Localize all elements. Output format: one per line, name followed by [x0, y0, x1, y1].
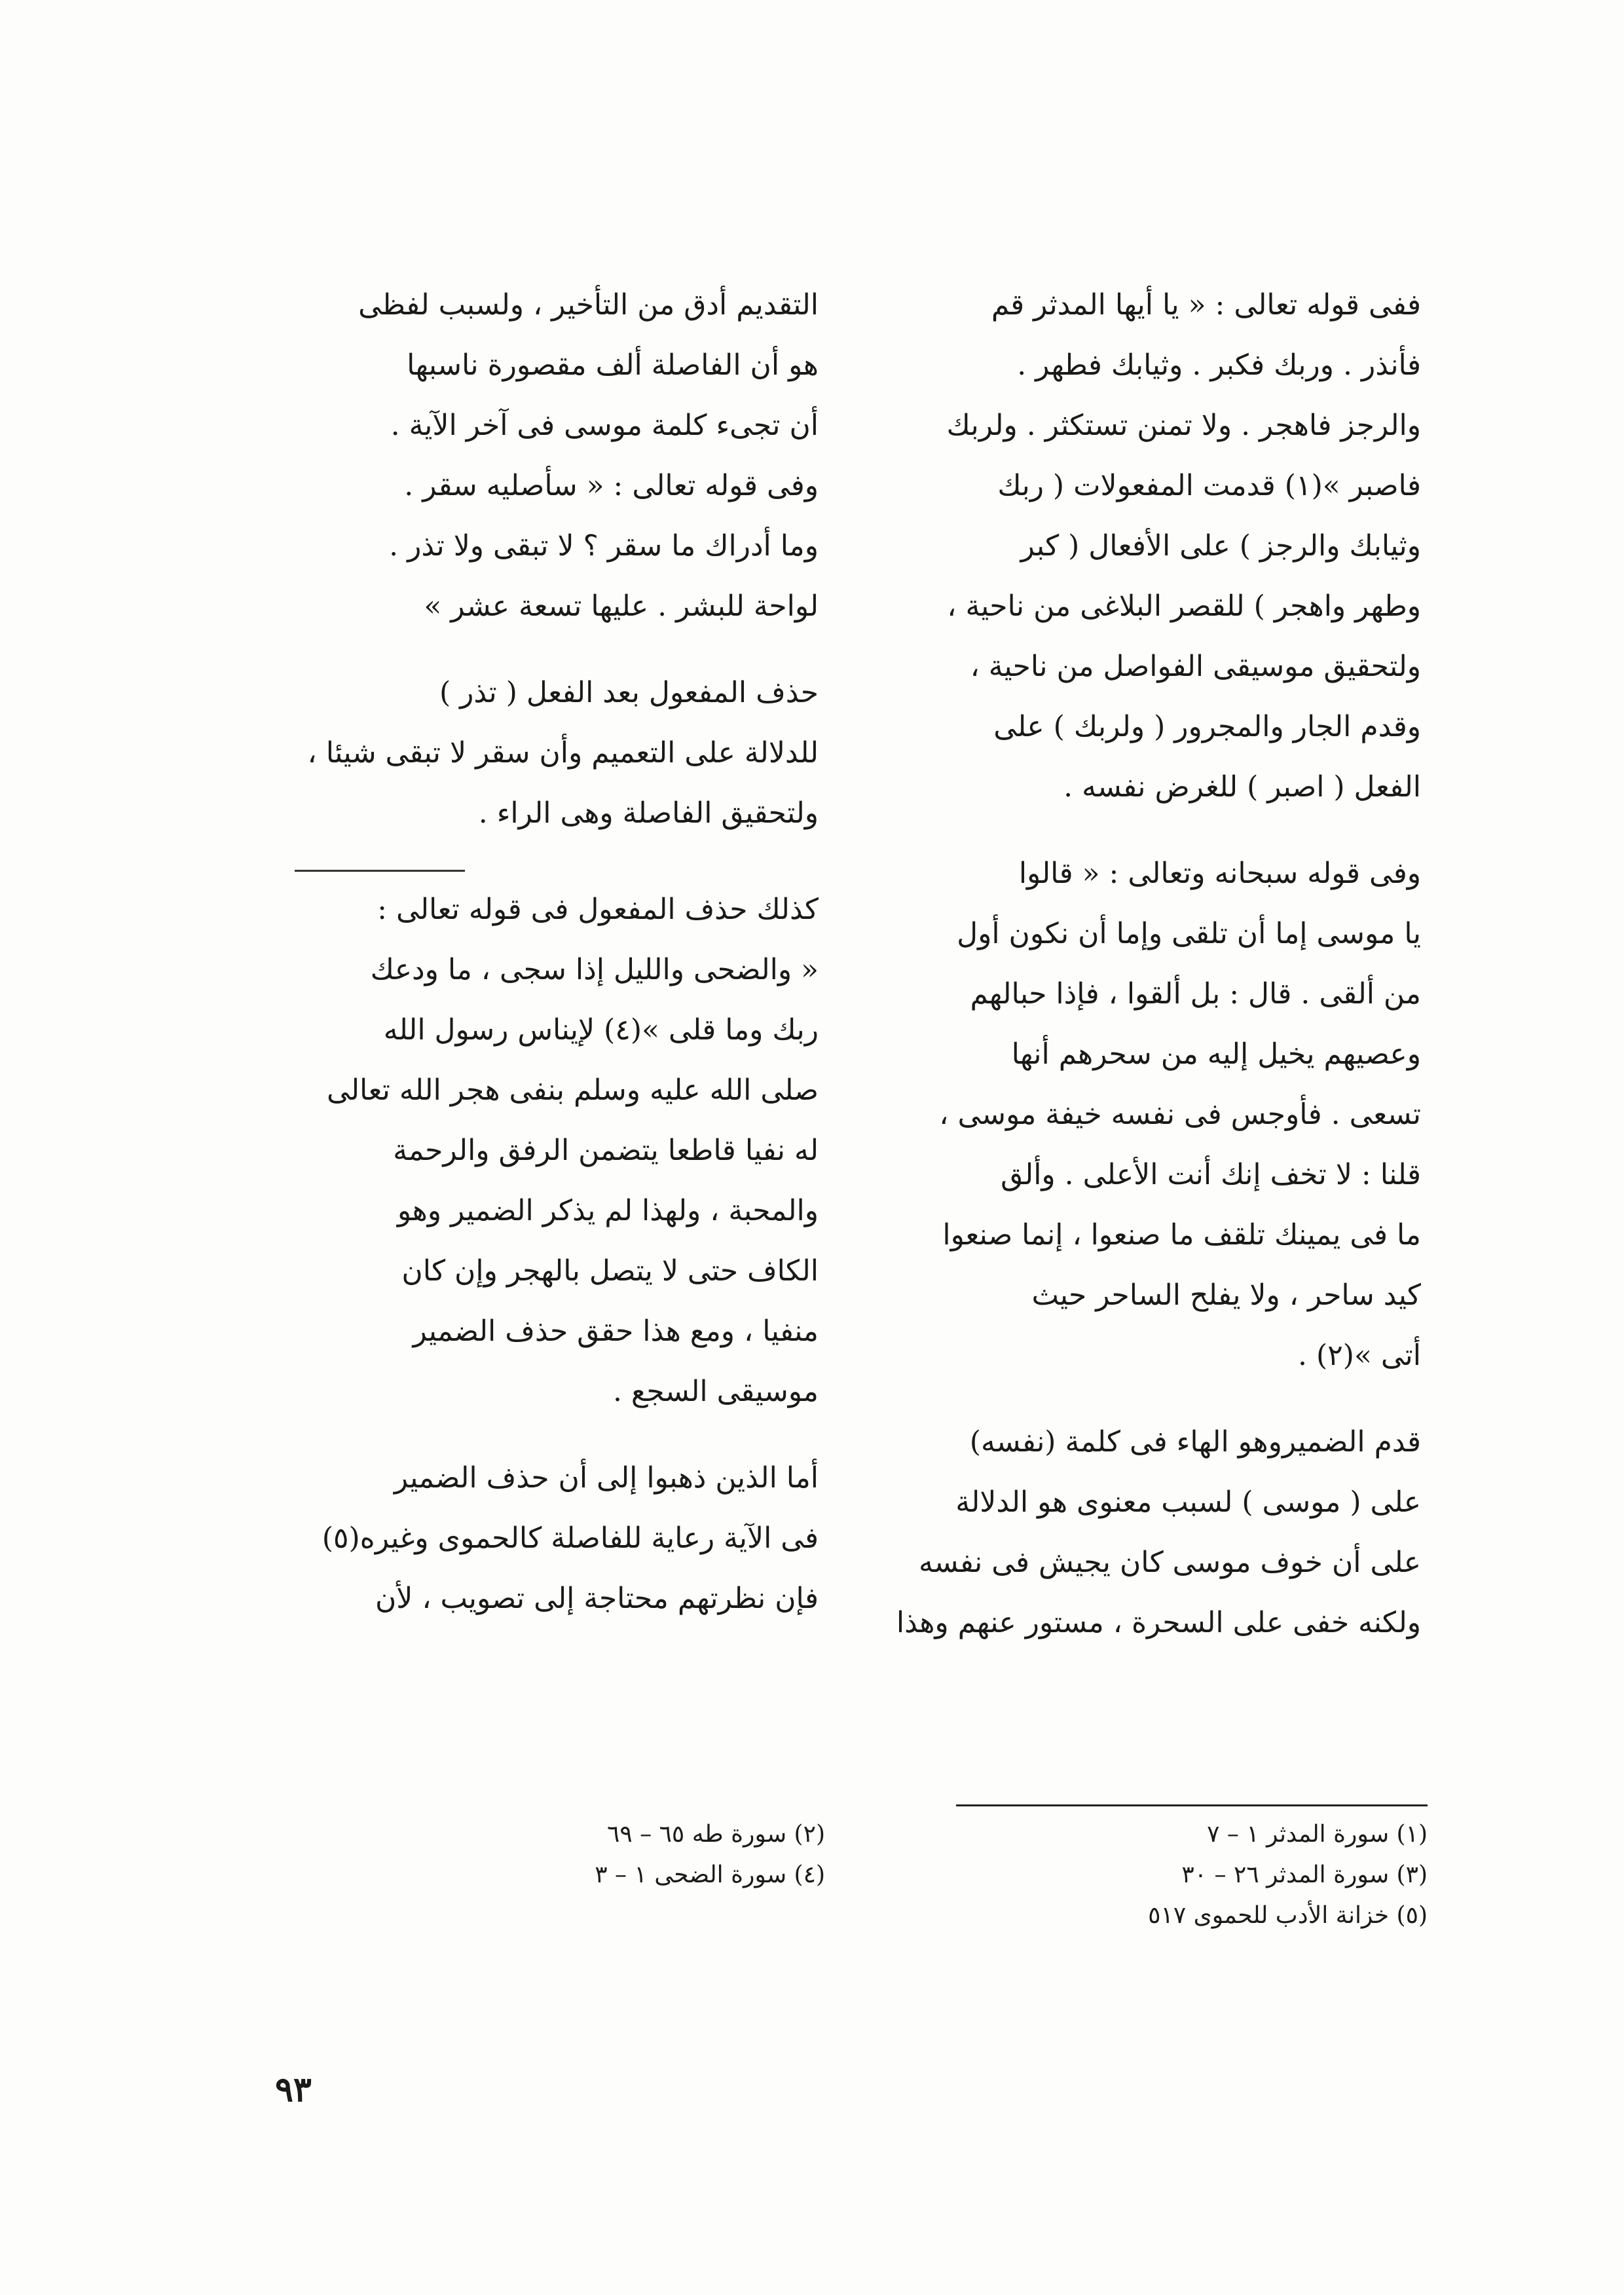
- page-number: ٩٣: [275, 2070, 312, 2110]
- text-line: وما أدراك ما سقر ؟ لا تبقى ولا تذر .: [389, 529, 819, 563]
- text-line: وفى قوله تعالى : « سأصليه سقر .: [404, 469, 819, 502]
- right-column: [858, 275, 1421, 1653]
- text-line: ربك وما قلى »(٤) لإيناس رسول الله: [383, 1013, 819, 1047]
- left-block-4: [255, 1448, 819, 1629]
- footnotes-right: [956, 1814, 1428, 1936]
- text-line: على أن خوف موسى كان يجيش فى نفسه: [918, 1546, 1421, 1579]
- footnotes-left: [419, 1814, 825, 1895]
- text-line: فى الآية رعاية للفاصلة كالحموى وغيره(٥): [322, 1521, 819, 1555]
- footnote: (٣) سورة المدثر ٢٦ – ٣٠: [1181, 1861, 1428, 1888]
- text-line: الفعل ( اصبر ) للغرض نفسه .: [1063, 770, 1421, 804]
- text-line: ولتحقيق الفاصلة وهى الراء .: [478, 796, 819, 830]
- text-line: قلنا : لا تخف إنك أنت الأعلى . وألق: [1001, 1158, 1421, 1191]
- footnote: (٤) سورة الضحى ١ – ٣: [595, 1861, 825, 1888]
- section-divider: [295, 870, 465, 872]
- text-line: هو أن الفاصلة ألف مقصورة ناسبها: [407, 348, 819, 382]
- text-line: وفى قوله سبحانه وتعالى : « قالوا: [1018, 857, 1421, 890]
- text-line: كيد ساحر ، ولا يفلح الساحر حيث: [1031, 1278, 1421, 1312]
- text-line: للدلالة على التعميم وأن سقر لا تبقى شيئا ،: [307, 736, 819, 770]
- text-line: فاصبر »(١) قدمت المفعولات ( ربك: [997, 469, 1421, 502]
- text-line: « والضحى والليل إذا سجى ، ما ودعك: [370, 953, 819, 986]
- text-line: من ألقى . قال : بل ألقوا ، فإذا حبالهم: [970, 977, 1421, 1011]
- text-line: ولتحقيق موسيقى الفواصل من ناحية ،: [970, 650, 1421, 683]
- text-line: أن تجىء كلمة موسى فى آخر الآية .: [390, 409, 819, 442]
- text-line: والمحبة ، ولهذا لم يذكر الضمير وهو: [397, 1194, 819, 1227]
- text-line: وعصيهم يخيل إليه من سحرهم أنها: [1011, 1037, 1421, 1071]
- left-block-2: [255, 663, 819, 844]
- text-line: حذف المفعول بعد الفعل ( تذر ): [439, 676, 819, 709]
- text-line: كذلك حذف المفعول فى قوله تعالى :: [377, 893, 819, 926]
- footnote-rule: [956, 1804, 1428, 1806]
- text-line: ففى قوله تعالى : « يا أيها المدثر قم: [991, 288, 1421, 322]
- text-line: فإن نظرتهم محتاجة إلى تصويب ، لأن: [375, 1582, 819, 1615]
- text-line: على ( موسى ) لسبب معنوى هو الدلالة: [955, 1485, 1421, 1519]
- text-line: أما الذين ذهبوا إلى أن حذف الضمير: [394, 1461, 819, 1495]
- text-line: تسعى . فأوجس فى نفسه خيفة موسى ،: [939, 1098, 1421, 1131]
- text-line: لواحة للبشر . عليها تسعة عشر »: [424, 589, 819, 623]
- footnote: (٢) سورة طه ٦٥ – ٦٩: [607, 1821, 825, 1848]
- text-line: وثيابك والرجز ) على الأفعال ( كبر: [1020, 529, 1421, 563]
- right-block-1: [858, 275, 1421, 817]
- text-line: الكاف حتى لا يتصل بالهجر وإن كان: [401, 1254, 819, 1288]
- text-line: فأنذر . وربك فكبر . وثيابك فطهر .: [1017, 348, 1421, 382]
- text-line: التقديم أدق من التأخير ، ولسبب لفظى: [358, 288, 819, 322]
- text-line: وطهر واهجر ) للقصر البلاغى من ناحية ،: [947, 589, 1421, 623]
- left-block-1: [255, 275, 819, 637]
- text-line: موسيقى السجع .: [612, 1375, 819, 1408]
- text-line: قدم الضميروهو الهاء فى كلمة (نفسه): [969, 1425, 1421, 1459]
- right-block-3: [858, 1412, 1421, 1653]
- footnote: (٥) خزانة الأدب للحموى ٥١٧: [1148, 1902, 1428, 1929]
- text-line: صلى الله عليه وسلم بنفى هجر الله تعالى: [326, 1073, 819, 1107]
- text-line: يا موسى إما أن تلقى وإما أن نكون أول: [957, 917, 1421, 950]
- text-line: أتى »(٢) .: [1298, 1339, 1421, 1372]
- text-line: منفيا ، ومع هذا حقق حذف الضمير: [413, 1315, 819, 1348]
- text-line: ولكنه خفى على السحرة ، مستور عنهم وهذا: [896, 1606, 1421, 1639]
- left-block-3: [255, 880, 819, 1422]
- footnote: (١) سورة المدثر ١ – ٧: [1207, 1821, 1428, 1848]
- right-block-2: [858, 844, 1421, 1386]
- text-line: وقدم الجار والمجرور ( ولربك ) على: [993, 710, 1421, 743]
- text-line: ما فى يمينك تلقف ما صنعوا ، إنما صنعوا: [942, 1218, 1421, 1252]
- text-line: له نفيا قاطعا يتضمن الرفق والرحمة: [393, 1134, 819, 1167]
- left-column: [255, 275, 819, 1629]
- text-line: والرجز فاهجر . ولا تمنن تستكثر . ولربك: [946, 409, 1421, 442]
